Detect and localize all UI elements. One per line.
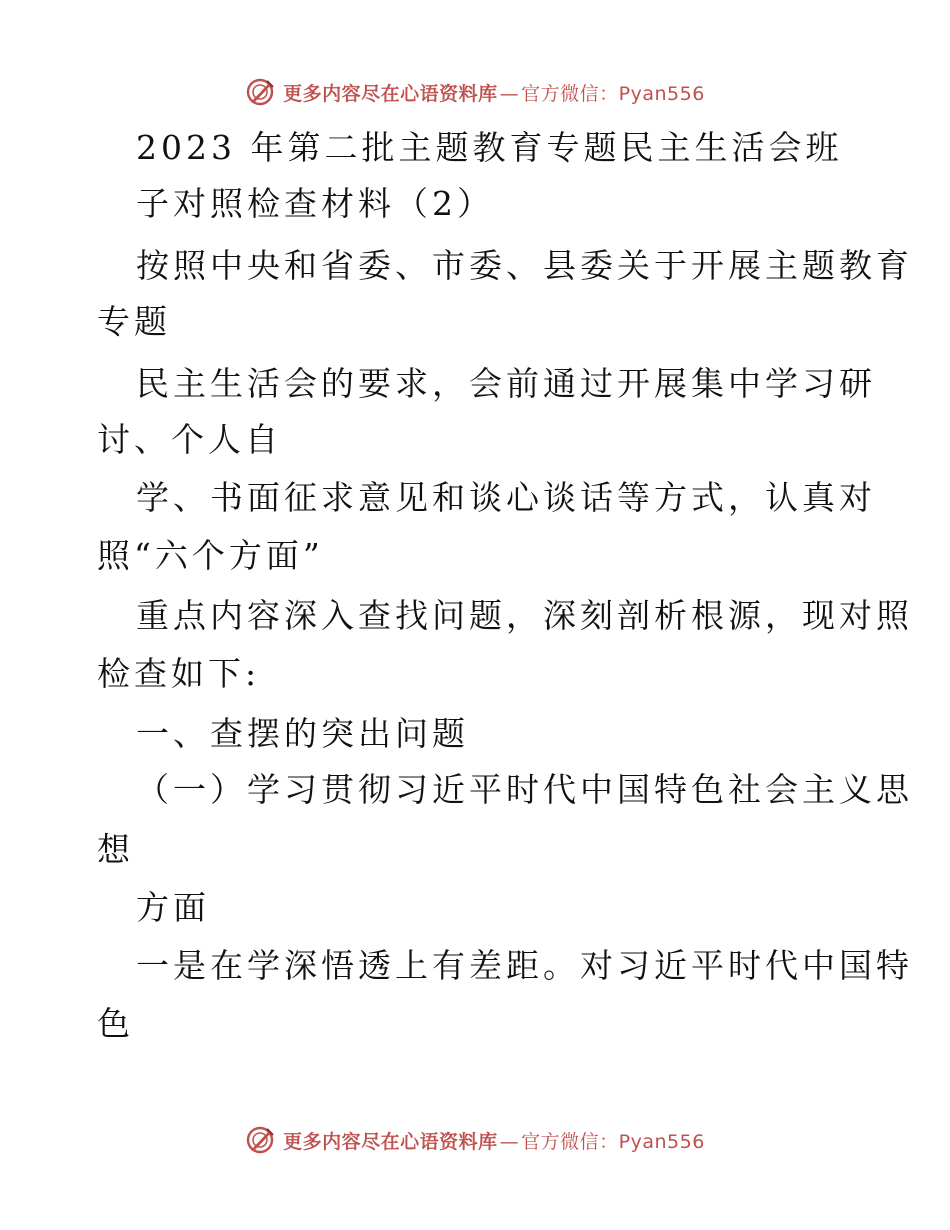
doc-paragraph-line: 按照中央和省委、市委、县委关于开展主题教育 bbox=[136, 246, 913, 285]
doc-title-line-1: 2023 年第二批主题教育专题民主生活会班 bbox=[136, 128, 843, 167]
watermark-footer bbox=[0, 1120, 950, 1160]
doc-paragraph-line: 色 bbox=[97, 1004, 134, 1043]
watermark-main-text: 更多内容尽在心语资料库 bbox=[283, 82, 498, 105]
doc-paragraph-line: 一是在学深悟透上有差距。对习近平时代中国特 bbox=[136, 946, 913, 985]
doc-subsection-heading-cont: 方面 bbox=[136, 888, 210, 927]
watermark-wechat-text: 官方微信：Pyan556 bbox=[521, 1130, 705, 1153]
watermark-main-text: 更多内容尽在心语资料库 bbox=[283, 1130, 498, 1153]
doc-subsection-heading: （一）学习贯彻习近平时代中国特色社会主义思 bbox=[136, 770, 913, 809]
watermark-text bbox=[283, 1127, 705, 1154]
quill-pen-seal-icon bbox=[245, 77, 275, 107]
doc-subsection-heading-cont: 想 bbox=[97, 830, 134, 869]
watermark-wechat-text: 官方微信：Pyan556 bbox=[521, 82, 705, 105]
doc-paragraph-line: 讨、个人自 bbox=[97, 420, 282, 459]
watermark-separator: — bbox=[499, 82, 520, 105]
watermark-text bbox=[283, 79, 705, 106]
watermark-separator: — bbox=[499, 1130, 520, 1153]
doc-paragraph-line: 学、书面征求意见和谈心谈话等方式，认真对 bbox=[136, 478, 876, 517]
doc-title-line-2: 子对照检查材料（2） bbox=[136, 184, 494, 223]
doc-paragraph-line: 民主生活会的要求，会前通过开展集中学习研 bbox=[136, 364, 876, 403]
watermark-header bbox=[0, 72, 950, 112]
doc-paragraph-line: 专题 bbox=[97, 302, 171, 341]
doc-paragraph-line: 重点内容深入查找问题，深刻剖析根源，现对照 bbox=[136, 596, 913, 635]
quill-pen-seal-icon bbox=[245, 1125, 275, 1155]
doc-paragraph-line: 照“六个方面” bbox=[97, 536, 324, 575]
doc-section-heading: 一、查摆的突出问题 bbox=[136, 714, 469, 753]
doc-paragraph-line: 检查如下: bbox=[97, 654, 261, 693]
